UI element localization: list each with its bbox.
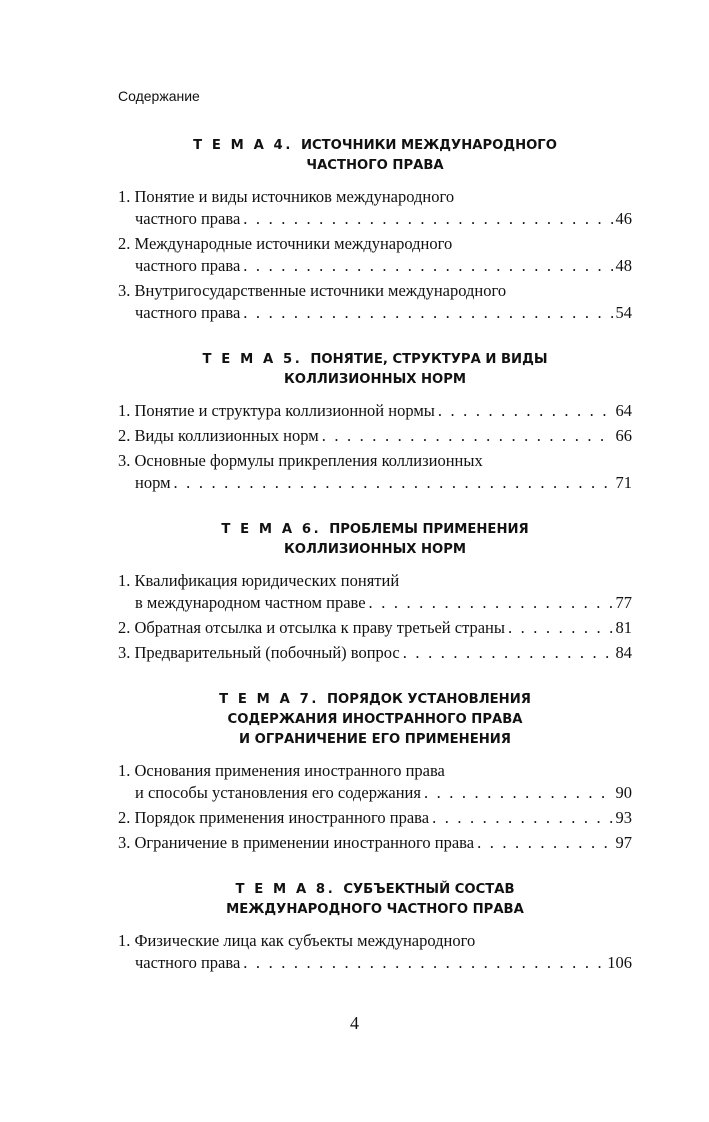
topic-title-text: ПОНЯТИЕ, СТРУКТУРА И ВИДЫ <box>310 352 548 367</box>
entry-page-number: 66 <box>615 426 632 445</box>
topic-label: Т Е М А 4. <box>193 138 293 153</box>
topic-title-line <box>118 136 632 156</box>
toc-entry[interactable] <box>118 425 632 447</box>
dot-leader <box>477 832 612 854</box>
entry-title-line: и способы установления его содержания <box>135 783 421 802</box>
entry-page-number: 84 <box>615 643 632 662</box>
entry-title-line: 1. Основания применения иностранного права <box>118 761 445 780</box>
entry-page-number: 54 <box>615 303 632 322</box>
dot-leader <box>508 617 613 639</box>
entry-title-line: 1. Понятие и виды источников международного <box>118 187 455 206</box>
topic-heading <box>118 880 632 920</box>
entry-list <box>118 930 632 974</box>
entry-title-line: 1. Квалификация юридических понятий <box>118 571 400 590</box>
entry-title-line: 3. Внутригосударственные источники международного <box>118 281 507 300</box>
toc-entry[interactable] <box>118 570 632 614</box>
entry-list <box>118 760 632 854</box>
toc-entry[interactable] <box>118 930 632 974</box>
entry-title-line: 2. Порядок применения иностранного права <box>118 808 430 827</box>
topic-title-line <box>118 156 632 176</box>
toc-entry[interactable] <box>118 617 632 639</box>
entry-title-line: частного права <box>135 209 241 228</box>
dot-leader <box>322 425 613 447</box>
toc-entry[interactable] <box>118 280 632 324</box>
entry-list <box>118 400 632 494</box>
entry-page-number: 77 <box>615 593 632 612</box>
entry-page-number: 81 <box>615 618 632 637</box>
entry-title-line: в международном частном праве <box>135 593 366 612</box>
entry-list <box>118 570 632 664</box>
toc-entry[interactable] <box>118 400 632 422</box>
topic-heading <box>118 690 632 750</box>
entry-page-number: 97 <box>615 833 632 852</box>
entry-page-number: 48 <box>615 256 632 275</box>
entry-page-number: 71 <box>615 473 632 492</box>
entry-title-line: 1. Понятие и структура коллизионной нормы <box>118 401 435 420</box>
entry-title-line: 2. Международные источники международного <box>118 234 453 253</box>
topic-heading <box>118 520 632 560</box>
entry-page-number: 46 <box>615 209 632 228</box>
entry-title-line: 3. Основные формулы прикрепления коллизионных <box>118 451 483 470</box>
entry-title-line: 2. Виды коллизионных норм <box>118 426 319 445</box>
entry-title-line: норм <box>135 473 171 492</box>
toc-entry[interactable] <box>118 807 632 829</box>
entry-title-line: частного права <box>135 256 241 275</box>
entry-title-line: 2. Обратная отсылка и отсылка к праву третьей страны <box>118 618 505 637</box>
toc-entry[interactable] <box>118 760 632 804</box>
topic-title-text: СУБЪЕКТНЫЙ СОСТАВ <box>343 882 515 897</box>
entry-title-line: 1. Физические лица как субъекты международного <box>118 931 476 950</box>
topic-label: Т Е М А 6. <box>221 522 322 537</box>
toc-entry[interactable] <box>118 233 632 277</box>
dot-leader <box>243 208 612 230</box>
topic-heading <box>118 136 632 176</box>
running-head: Содержание <box>118 88 200 104</box>
dot-leader <box>243 952 604 974</box>
entry-page-number: 106 <box>607 953 632 972</box>
dot-leader <box>369 592 613 614</box>
dot-leader <box>243 302 612 324</box>
dot-leader <box>432 807 612 829</box>
topic-title-text: КОЛЛИЗИОННЫХ НОРМ <box>283 372 467 387</box>
entry-title-line: частного права <box>135 303 241 322</box>
topic-title-text: МЕЖДУНАРОДНОГО ЧАСТНОГО ПРАВА <box>226 902 524 917</box>
topic-label: Т Е М А 5. <box>202 352 303 367</box>
toc-entry[interactable] <box>118 186 632 230</box>
dot-leader <box>403 642 613 664</box>
toc-entry[interactable] <box>118 450 632 494</box>
topic-title-line <box>118 710 632 730</box>
topic-title-text: ПРОБЛЕМЫ ПРИМЕНЕНИЯ <box>329 522 529 537</box>
topic-title-text: ИСТОЧНИКИ МЕЖДУНАРОДНОГО <box>300 138 557 153</box>
topic-label: Т Е М А 7. <box>219 692 319 707</box>
topic-title-text: СОДЕРЖАНИЯ ИНОСТРАННОГО ПРАВА <box>227 712 523 727</box>
topic-title-line <box>118 900 632 920</box>
dot-leader <box>243 255 612 277</box>
topic-title-text: И ОГРАНИЧЕНИЕ ЕГО ПРИМЕНЕНИЯ <box>239 732 511 747</box>
topic-title-line <box>118 520 632 540</box>
topic-title-text: КОЛЛИЗИОННЫХ НОРМ <box>283 542 467 557</box>
topic-title-line <box>118 690 632 710</box>
entry-list <box>118 186 632 324</box>
entry-title-line: частного права <box>135 953 241 972</box>
entry-title-line: 3. Предварительный (побочный) вопрос <box>118 643 400 662</box>
topic-heading <box>118 350 632 390</box>
topic-title-line <box>118 880 632 900</box>
entry-title-line: 3. Ограничение в применении иностранного права <box>118 833 475 852</box>
dot-leader <box>438 400 613 422</box>
dot-leader <box>424 782 613 804</box>
topic-title-text: ПОРЯДОК УСТАНОВЛЕНИЯ <box>326 692 531 707</box>
toc-entry[interactable] <box>118 642 632 664</box>
toc-entry[interactable] <box>118 832 632 854</box>
entry-page-number: 64 <box>615 401 632 420</box>
table-of-contents <box>118 136 632 1000</box>
topic-title-line <box>118 730 632 750</box>
entry-page-number: 90 <box>615 783 632 802</box>
page-number: 4 <box>350 1013 359 1033</box>
topic-title-line <box>118 370 632 390</box>
topic-title-text: ЧАСТНОГО ПРАВА <box>306 158 444 173</box>
entry-page-number: 93 <box>615 808 632 827</box>
topic-label: Т Е М А 8. <box>235 882 336 897</box>
topic-title-line <box>118 540 632 560</box>
topic-title-line <box>118 350 632 370</box>
dot-leader <box>174 472 613 494</box>
